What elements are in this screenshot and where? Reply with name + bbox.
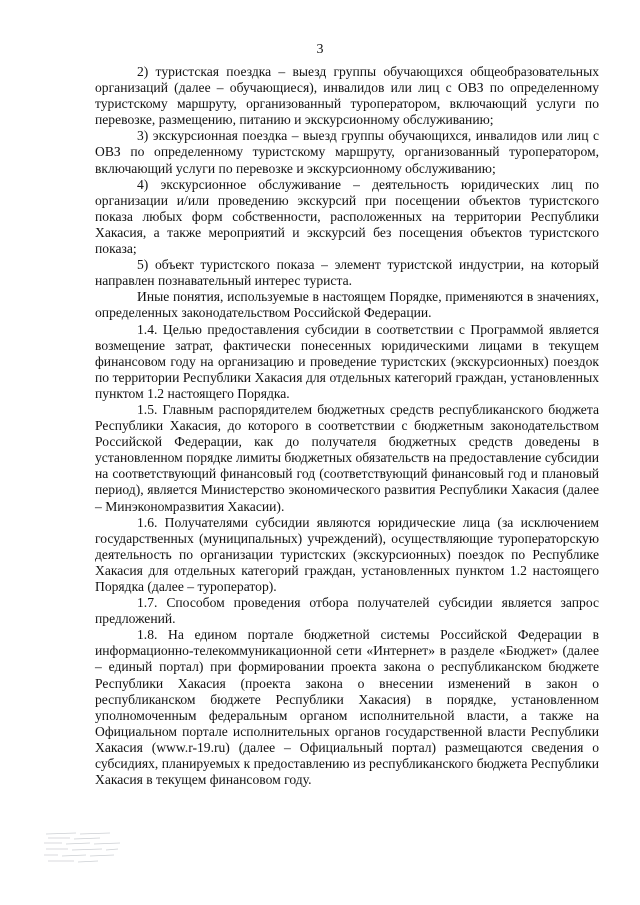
paragraph-1-8: 1.8. На едином портале бюджетной системы Российской Федерации в информационно-телекоммуникационной сети «Интернет» в разделе «Бюджет» (далее – единый портал) при формировании проекта закона о республиканском бюджете Республики Хакасия (проекта закона о внесении изменений в закон о республиканском бюджете Республики Хакасия) в порядке, установленном уполномоченным федеральным органом исполнительной власти, а также на Официальном портале исполнительных органов государственной власти Республики Хакасия (www.r-19.ru) (далее – Официальный портал) размещаются сведения о субсидиях, планируемых к предоставлению из республиканского бюджета Республики Хакасия в текущем финансовом году. (95, 627, 599, 788)
paragraph-1-5: 1.5. Главным распорядителем бюджетных средств республиканского бюджета Республики Хакасия, до которого в соответствии с бюджетным законодательством Российской Федерации, как до получателя бюджетных средств доведены в установленном порядке лимиты бюджетных обязательств на предоставление субсидии на соответствующий финансовый год (соответствующий финансовый год и плановый период), является Министерство экономического развития Республики Хакасия (далее – Минэкономразвития Хакасии). (95, 401, 599, 514)
paragraph-1-7: 1.7. Способом проведения отбора получателей субсидии является запрос предложений. (95, 595, 599, 627)
page-number: 3 (316, 42, 324, 57)
document-body (95, 64, 599, 788)
faint-stamp-mark (40, 828, 126, 868)
paragraph-excursion-trip: 3) экскурсионная поездка – выезд группы обучающихся, инвалидов или лиц с ОВЗ по определенному туристскому маршруту, организованный туроператором, включающий услуги по перевозке и экскурсионному обслуживанию; (95, 128, 599, 176)
paragraph-excursion-service: 4) экскурсионное обслуживание – деятельность юридических лиц по организации и/или проведению экскурсий при посещении объектов туристского показа любых форм собственности, расположенных на территории Республики Хакасия, а также мероприятий и экскурсий без посещения объектов туристского показа; (95, 176, 599, 257)
paragraph-tourist-object: 5) объект туристского показа – элемент туристской индустрии, на который направлен познавательный интерес туриста. (95, 257, 599, 289)
paragraph-other-terms: Иные понятия, используемые в настоящем Порядке, применяются в значениях, определенных законодательством Российской Федерации. (95, 289, 599, 321)
paragraph-1-4: 1.4. Целью предоставления субсидии в соответствии с Программой является возмещение затрат, фактически понесенных юридическими лицами в текущем финансовом году на организацию и проведение туристских (экскурсионных) поездок по территории Республики Хакасия для отдельных категорий граждан, установленных пунктом 1.2 настоящего Порядка. (95, 321, 599, 401)
paragraph-tourist-trip: 2) туристская поездка – выезд группы обучающихся общеобразовательных организаций (далее – обучающиеся), инвалидов или лиц с ОВЗ по определенному туристскому маршруту, организованный туроператором, включающий услуги по перевозке, размещению, питанию и экскурсионному обслуживанию; (95, 64, 599, 128)
paragraph-1-6: 1.6. Получателями субсидии являются юридические лица (за исключением государственных (муниципальных) учреждений), осуществляющие туроператорскую деятельность по организации туристских (экскурсионных) поездок по Республике Хакасия для отдельных категорий граждан, установленных пунктом 1.2 настоящего Порядка (далее – туроператор). (95, 514, 599, 594)
